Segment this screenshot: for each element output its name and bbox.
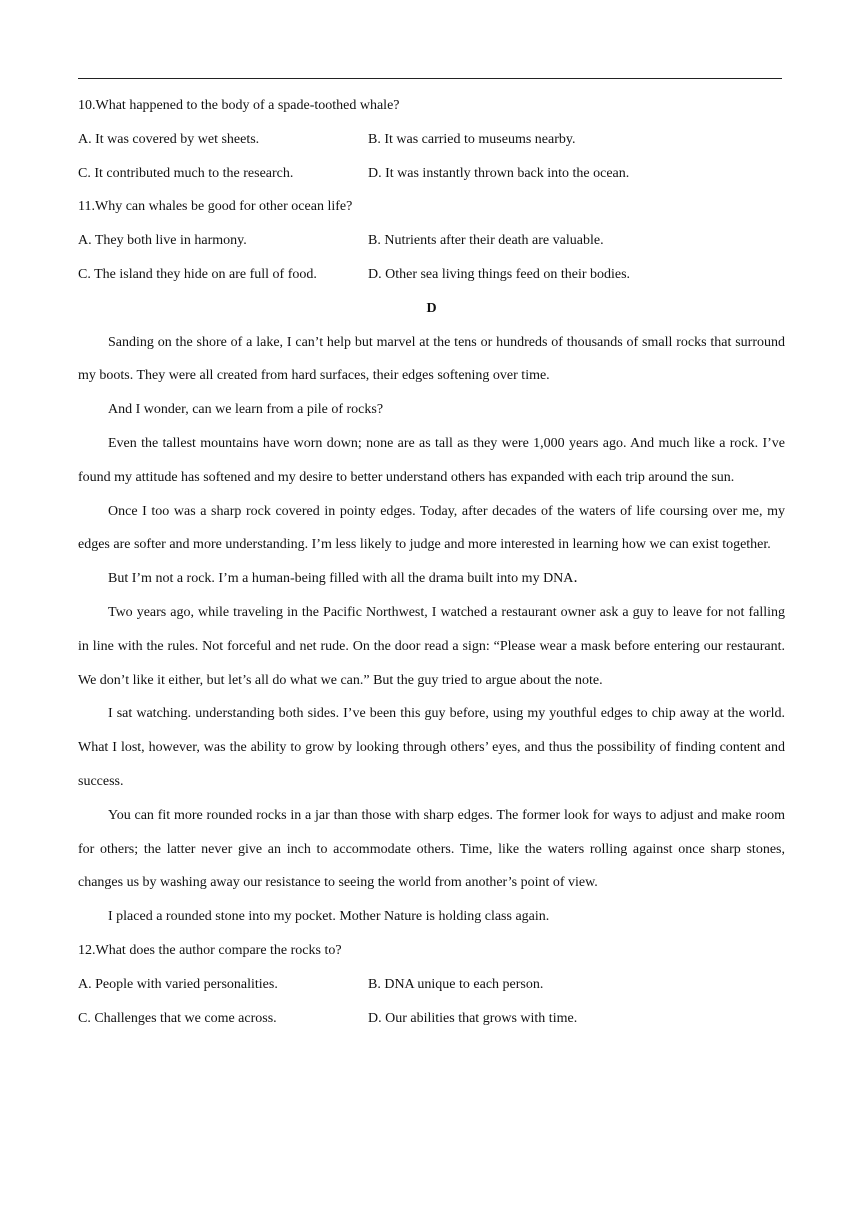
question-12-option-b: B. DNA unique to each person.: [368, 976, 544, 992]
passage-paragraph: Even the tallest mountains have worn down; none are as tall as they were 1,000 years ago. And much like a rock. I’ve found my attitude has softened and my desire to better understand others has expanded with each trip around the sun.: [78, 435, 785, 485]
question-11-option-b: B. Nutrients after their death are valuable.: [368, 233, 604, 249]
passage-paragraph: But I’m not a rock. I’m a human-being filled with all the drama built into my DNA．: [108, 571, 588, 587]
passage-paragraph: Sanding on the shore of a lake, I can’t help but marvel at the tens or hundreds of thousands of small rocks that surround my boots. They were all created from hard surfaces, their edges softening over time.: [78, 334, 785, 384]
question-10-option-a: A. It was covered by wet sheets.: [78, 131, 260, 147]
question-11-options-row-2: [78, 258, 785, 292]
question-11-options-row-1: [78, 224, 785, 258]
question-11-stem: 11.Why can whales be good for other ocean life?: [78, 199, 353, 215]
question-12-option-c: C. Challenges that we come across.: [78, 1010, 277, 1026]
passage-paragraph: I placed a rounded stone into my pocket. Mother Nature is holding class again.: [108, 909, 550, 925]
question-10-options-row-2: [78, 157, 785, 191]
question-12-option-a: A. People with varied personalities.: [78, 976, 278, 992]
question-10-stem: 10.What happened to the body of a spade-toothed whale?: [78, 98, 400, 113]
question-11-option-c: C. The island they hide on are full of food.: [78, 266, 317, 282]
question-12-options-row-2: [78, 1002, 785, 1036]
question-12-options-row-1: [78, 968, 785, 1002]
passage-paragraph: Once I too was a sharp rock covered in pointy edges. Today, after decades of the waters of life coursing over me, my edges are softer and more understanding. I’m less likely to judge and more interested in learning how we can exist together.: [78, 503, 785, 553]
header-rule: [78, 78, 782, 79]
question-10-option-d: D. It was instantly thrown back into the ocean.: [368, 165, 630, 181]
document-page: [78, 89, 785, 1035]
question-11-option-d: D. Other sea living things feed on their bodies.: [368, 266, 631, 282]
passage-paragraph: And I wonder, can we learn from a pile of rocks?: [108, 402, 384, 418]
passage-paragraph: You can fit more rounded rocks in a jar than those with sharp edges. The former look for ways to adjust and make room for others; the latter never give an inch to accommodate others. Time, like the waters rolling against once sharp stones, changes us by washing away our resistance to seeing the world from another’s point of view.: [78, 807, 785, 891]
question-12-option-d: D. Our abilities that grows with time.: [368, 1010, 578, 1026]
question-10-option-c: C. It contributed much to the research.: [78, 165, 294, 181]
section-heading: D: [426, 300, 437, 316]
question-10-options-row-1: [78, 123, 785, 157]
passage-paragraph: I sat watching. understanding both sides. I’ve been this guy before, using my youthful edges to chip away at the world. What I lost, however, was the ability to grow by looking through others’ eyes, and thus the possibility of finding content and success.: [78, 706, 785, 789]
question-11-option-a: A. They both live in harmony.: [78, 233, 247, 249]
question-12-stem: 12.What does the author compare the rocks to?: [78, 942, 342, 958]
question-10-option-b: B. It was carried to museums nearby.: [368, 131, 576, 147]
passage-paragraph: Two years ago, while traveling in the Pacific Northwest, I watched a restaurant owner ask a guy to leave for not falling in line with the rules. Not forceful and net rude. On the door read a sign: “Please wear a mask before entering our restaurant. We don’t like it either, but let’s all do what we can.” But the guy tried to argue about the note.: [78, 604, 785, 688]
